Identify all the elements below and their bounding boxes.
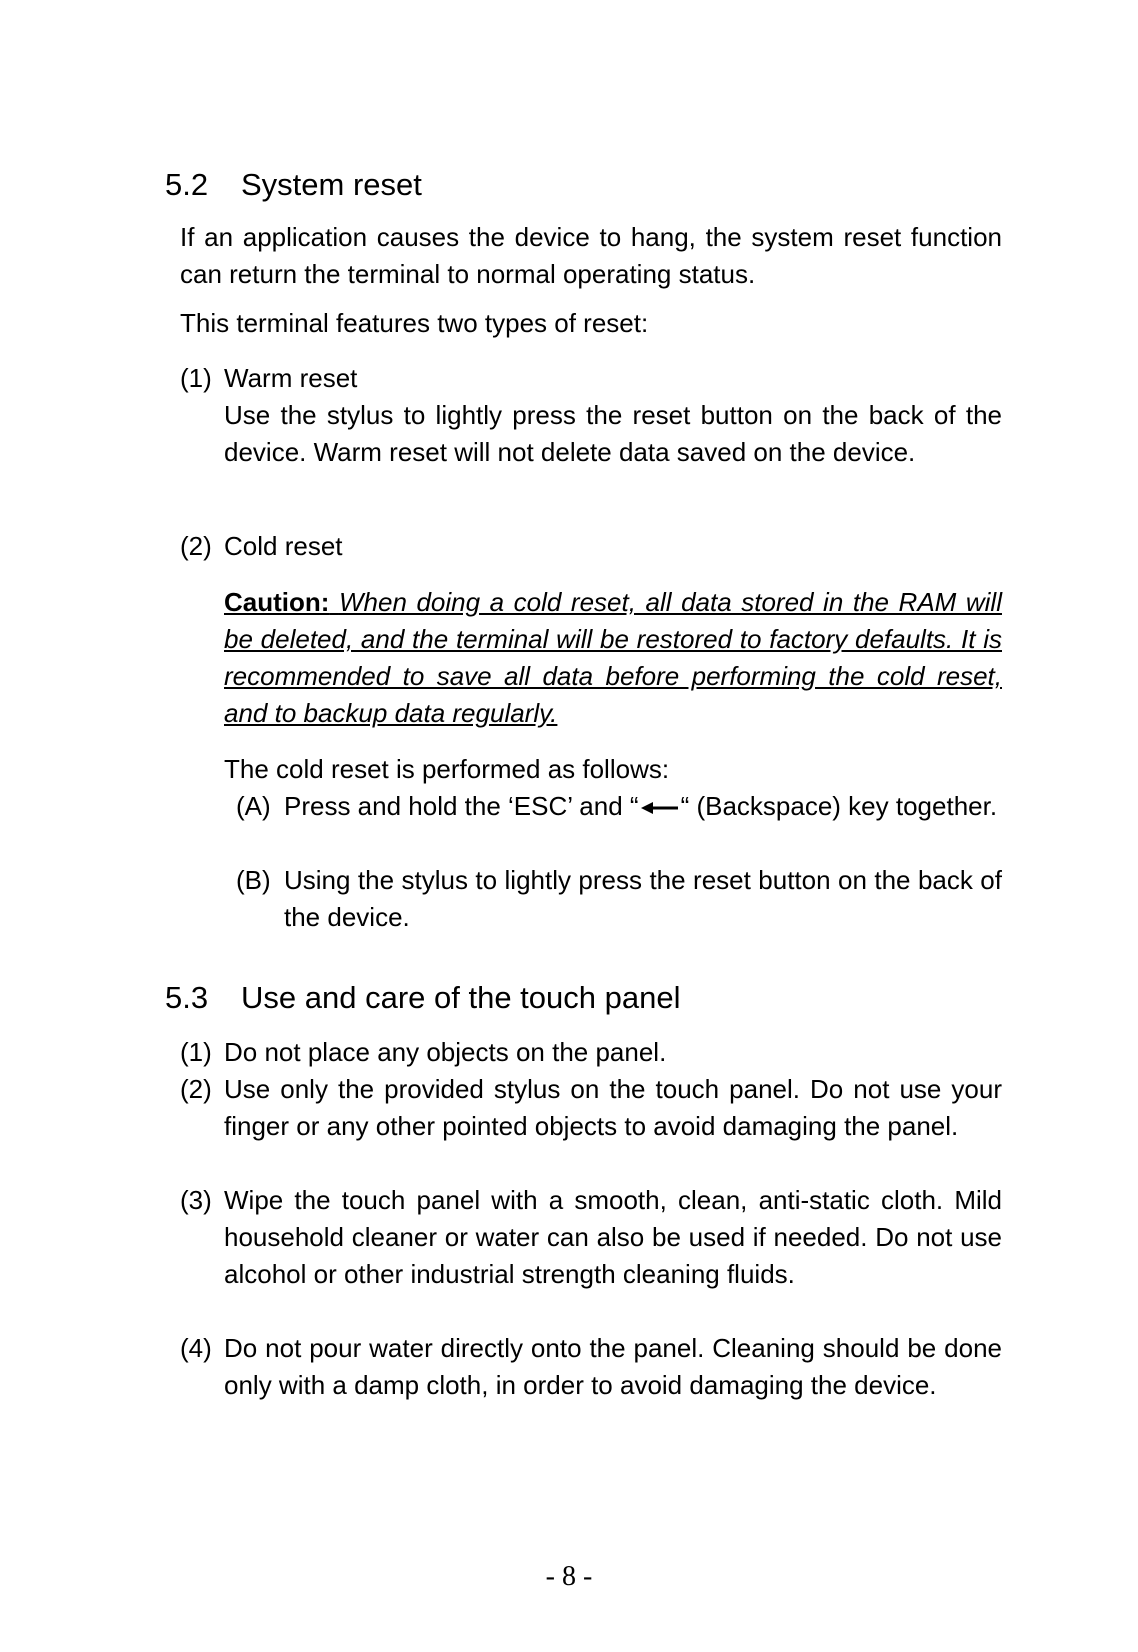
list-label: (4)	[180, 1333, 212, 1363]
list-label: (2)	[180, 1074, 212, 1104]
step-a-text-start: Press and hold the ‘ESC’ and “	[284, 791, 639, 821]
list-item-text: Do not place any objects on the panel.	[224, 1037, 667, 1067]
section-heading-5-3	[165, 980, 680, 1016]
list-label: (2)	[180, 531, 212, 561]
page-number: - 8 -	[545, 1561, 593, 1592]
warm-reset-item	[180, 360, 1002, 471]
caution-note	[224, 584, 1002, 732]
intro-paragraph: If an application causes the device to hang, the system reset function can return the terminal to normal operating status.	[180, 222, 1002, 289]
section-number: 5.3	[165, 980, 209, 1015]
cold-reset-step-b	[236, 862, 1002, 936]
caution-label: Caution:	[224, 587, 330, 617]
backspace-arrow-icon	[641, 801, 679, 815]
caution-text: When doing a cold reset, all data stored in the RAM will be deleted, and the terminal will be restored to factory defaults. It is recommended to save all data before performing the cold reset, and to backup data regularly.	[224, 587, 1002, 728]
intro-types-line: This terminal features two types of reset:	[180, 308, 649, 338]
section-title: System reset	[241, 167, 422, 202]
section-heading-5-2	[165, 167, 422, 203]
cold-reset-procedure-intro: The cold reset is performed as follows:	[224, 754, 670, 784]
cold-reset-item	[180, 528, 1002, 565]
list-item-text: Wipe the touch panel with a smooth, clean, anti-static cloth. Mild household cleaner or water can also be used if needed. Do not use alcohol or other industrial strength cleaning fluids.	[224, 1185, 1002, 1289]
list-label: (1)	[180, 1037, 212, 1067]
cold-reset-step-a	[236, 788, 1002, 825]
list-item-text: Use only the provided stylus on the touch panel. Do not use your finger or any other pointed objects to avoid damaging the panel.	[224, 1074, 1002, 1141]
list-item	[180, 1071, 1002, 1145]
section-number: 5.2	[165, 167, 209, 202]
section-title: Use and care of the touch panel	[241, 980, 681, 1015]
step-label: (A)	[236, 791, 271, 821]
list-label: (1)	[180, 363, 212, 393]
list-label: (3)	[180, 1185, 212, 1215]
warm-reset-text: Use the stylus to lightly press the reset button on the back of the device. Warm reset will not delete data saved on the device.	[224, 400, 1002, 467]
list-item-text: Do not pour water directly onto the panel. Cleaning should be done only with a damp cloth, in order to avoid damaging the device.	[224, 1333, 1002, 1400]
list-item	[180, 1034, 1002, 1071]
list-item	[180, 1182, 1002, 1293]
step-a-text-end: “ (Backspace) key together.	[680, 791, 998, 821]
warm-reset-title: Warm reset	[224, 363, 358, 393]
list-item	[180, 1330, 1002, 1404]
cold-reset-title: Cold reset	[224, 531, 343, 561]
step-label: (B)	[236, 865, 271, 895]
step-b-text: Using the stylus to lightly press the reset button on the back of the device.	[284, 865, 1002, 932]
